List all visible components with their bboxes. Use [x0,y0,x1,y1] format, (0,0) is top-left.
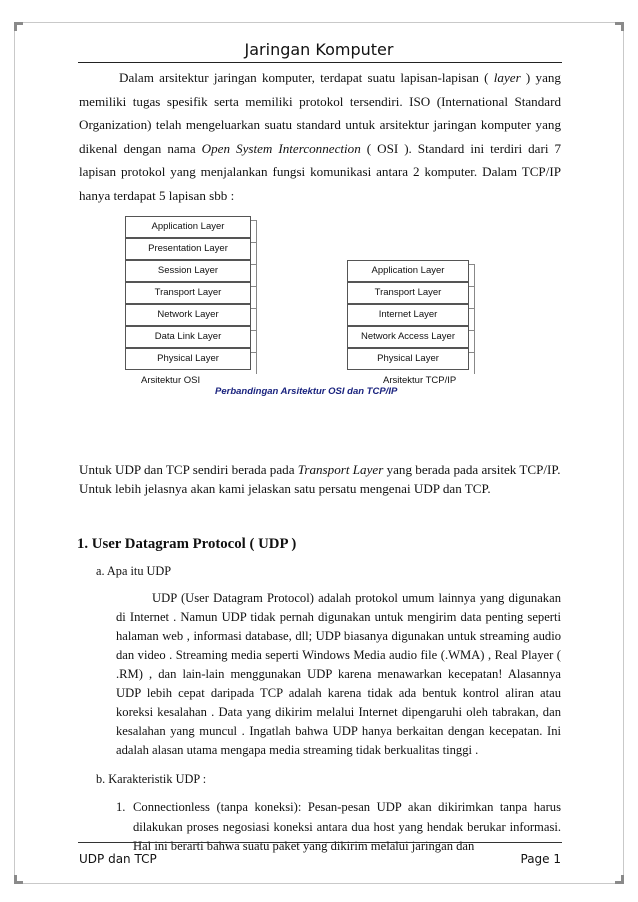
layer-box: Application Layer [347,260,469,282]
corner-ornament [615,875,624,884]
header-divider [78,62,562,63]
page-number: Page 1 [520,852,561,866]
layer-box: Application Layer [125,216,251,238]
intro-layer-term: layer [493,70,521,85]
layer-depth-edge [251,242,257,264]
note-line-2: Untuk lebih jelasnya akan kami jelaskan satu persatu mengenai UDP dan TCP. [79,480,491,496]
layer-depth-edge [469,286,475,308]
list-item [116,798,561,855]
section-heading-udp: 1. User Datagram Protocol ( UDP ) [77,535,297,552]
layer-depth-edge [469,330,475,352]
intro-osi-term: Open System Interconnection [201,140,361,156]
layer-box: Physical Layer [125,348,251,370]
layer-depth-edge [251,330,257,352]
intro-text: Dalam arsitektur jaringan komputer, terdapat suatu lapisan-lapisan ( [119,70,494,85]
layer-box: Physical Layer [347,348,469,370]
tcpip-label: Arsitektur TCP/IP [383,374,457,386]
layer-box: Session Layer [125,260,251,282]
layer-depth-edge [251,220,257,242]
transport-layer-term: Transport Layer [297,461,384,477]
layer-depth-edge [251,352,257,374]
osi-label: Arsitektur OSI [141,374,201,386]
subsection-a-title: a. Apa itu UDP [96,563,172,578]
intro-text: ) yang memiliki tugas spesifik serta memiliki protokol tersendiri. ISO (International Standard Organization) telah mengeluarkan suatu standard untuk arsitektur jaringan komputer yang dikenal dengan nama [79,70,561,156]
subsection-b-title: b. Karakteristik UDP : [96,772,207,787]
diagram-caption: Perbandingan Arsitektur OSI dan TCP/IP [215,385,398,397]
layer-box: Internet Layer [347,304,469,326]
subsection-a-body: UDP (User Datagram Protocol) adalah protokol umum lainnya yang digunakan di Internet . Namun UDP tidak pernah digunakan untuk mengirim data penting seperti halaman web , informasi database, dll; UDP biasanya digunakan untuk streaming audio dan video . Streaming media seperti Windows Media audio file (.WMA) , Real Player ( .RM) , dan lain-lain menggunakan UDP karena menawarkan kecepatan! Alasannya UDP lebih cepat daripada TCP adalah karena tidak ada bentuk kontrol aliran atau koreksi kesalahan . Data yang dikirim melalui Internet dipengaruhi oleh tabrakan, dan kesalahan yang muncul . Ingatlah bahwa UDP hanya berkaitan dengan kecepatan. Ini adalah alasan utama mengapa media streaming tidak berkualitas tinggi . [116,590,561,758]
layer-box: Transport Layer [125,282,251,304]
footer-divider [78,842,562,843]
corner-ornament [615,22,624,31]
note-line-1: Untuk UDP dan TCP sendiri berada pada Transport Layer yang berada pada arsitek TCP/IP. [79,461,561,477]
intro-paragraph [79,66,561,208]
layer-box: Network Layer [125,304,251,326]
transport-layer-note [79,460,561,498]
layer-depth-edge [469,264,475,286]
layer-depth-edge [251,308,257,330]
intro-text: ( OSI ). Standard ini terdiri dari 7 lapisan protokol yang menjalankan fungsi komunikasi antara 2 komputer. Dalam TCP/IP hanya terdapat 5 lapisan sbb : [79,140,562,203]
layer-box: Data Link Layer [125,326,251,348]
layer-depth-edge [469,352,475,374]
layer-depth-edge [251,264,257,286]
header-title: Jaringan Komputer [244,40,394,59]
list-number: 1. [116,800,126,815]
osi-tcpip-diagram [125,216,525,404]
corner-ornament [14,22,23,31]
page-content [79,66,561,856]
layer-box: Transport Layer [347,282,469,304]
layer-box: Network Access Layer [347,326,469,348]
footer-title: UDP dan TCP [79,852,157,866]
corner-ornament [14,875,23,884]
layer-depth-edge [251,286,257,308]
layer-box: Presentation Layer [125,238,251,260]
layer-depth-edge [469,308,475,330]
list-text: Connectionless (tanpa koneksi): Pesan-pesan UDP akan dikirimkan tanpa harus dilakukan proses negosiasi koneksi antara dua host yang hendak berukar informasi. Hal ini berarti bahwa suatu paket yang dikirim melalui jaringan dan [133,800,561,853]
